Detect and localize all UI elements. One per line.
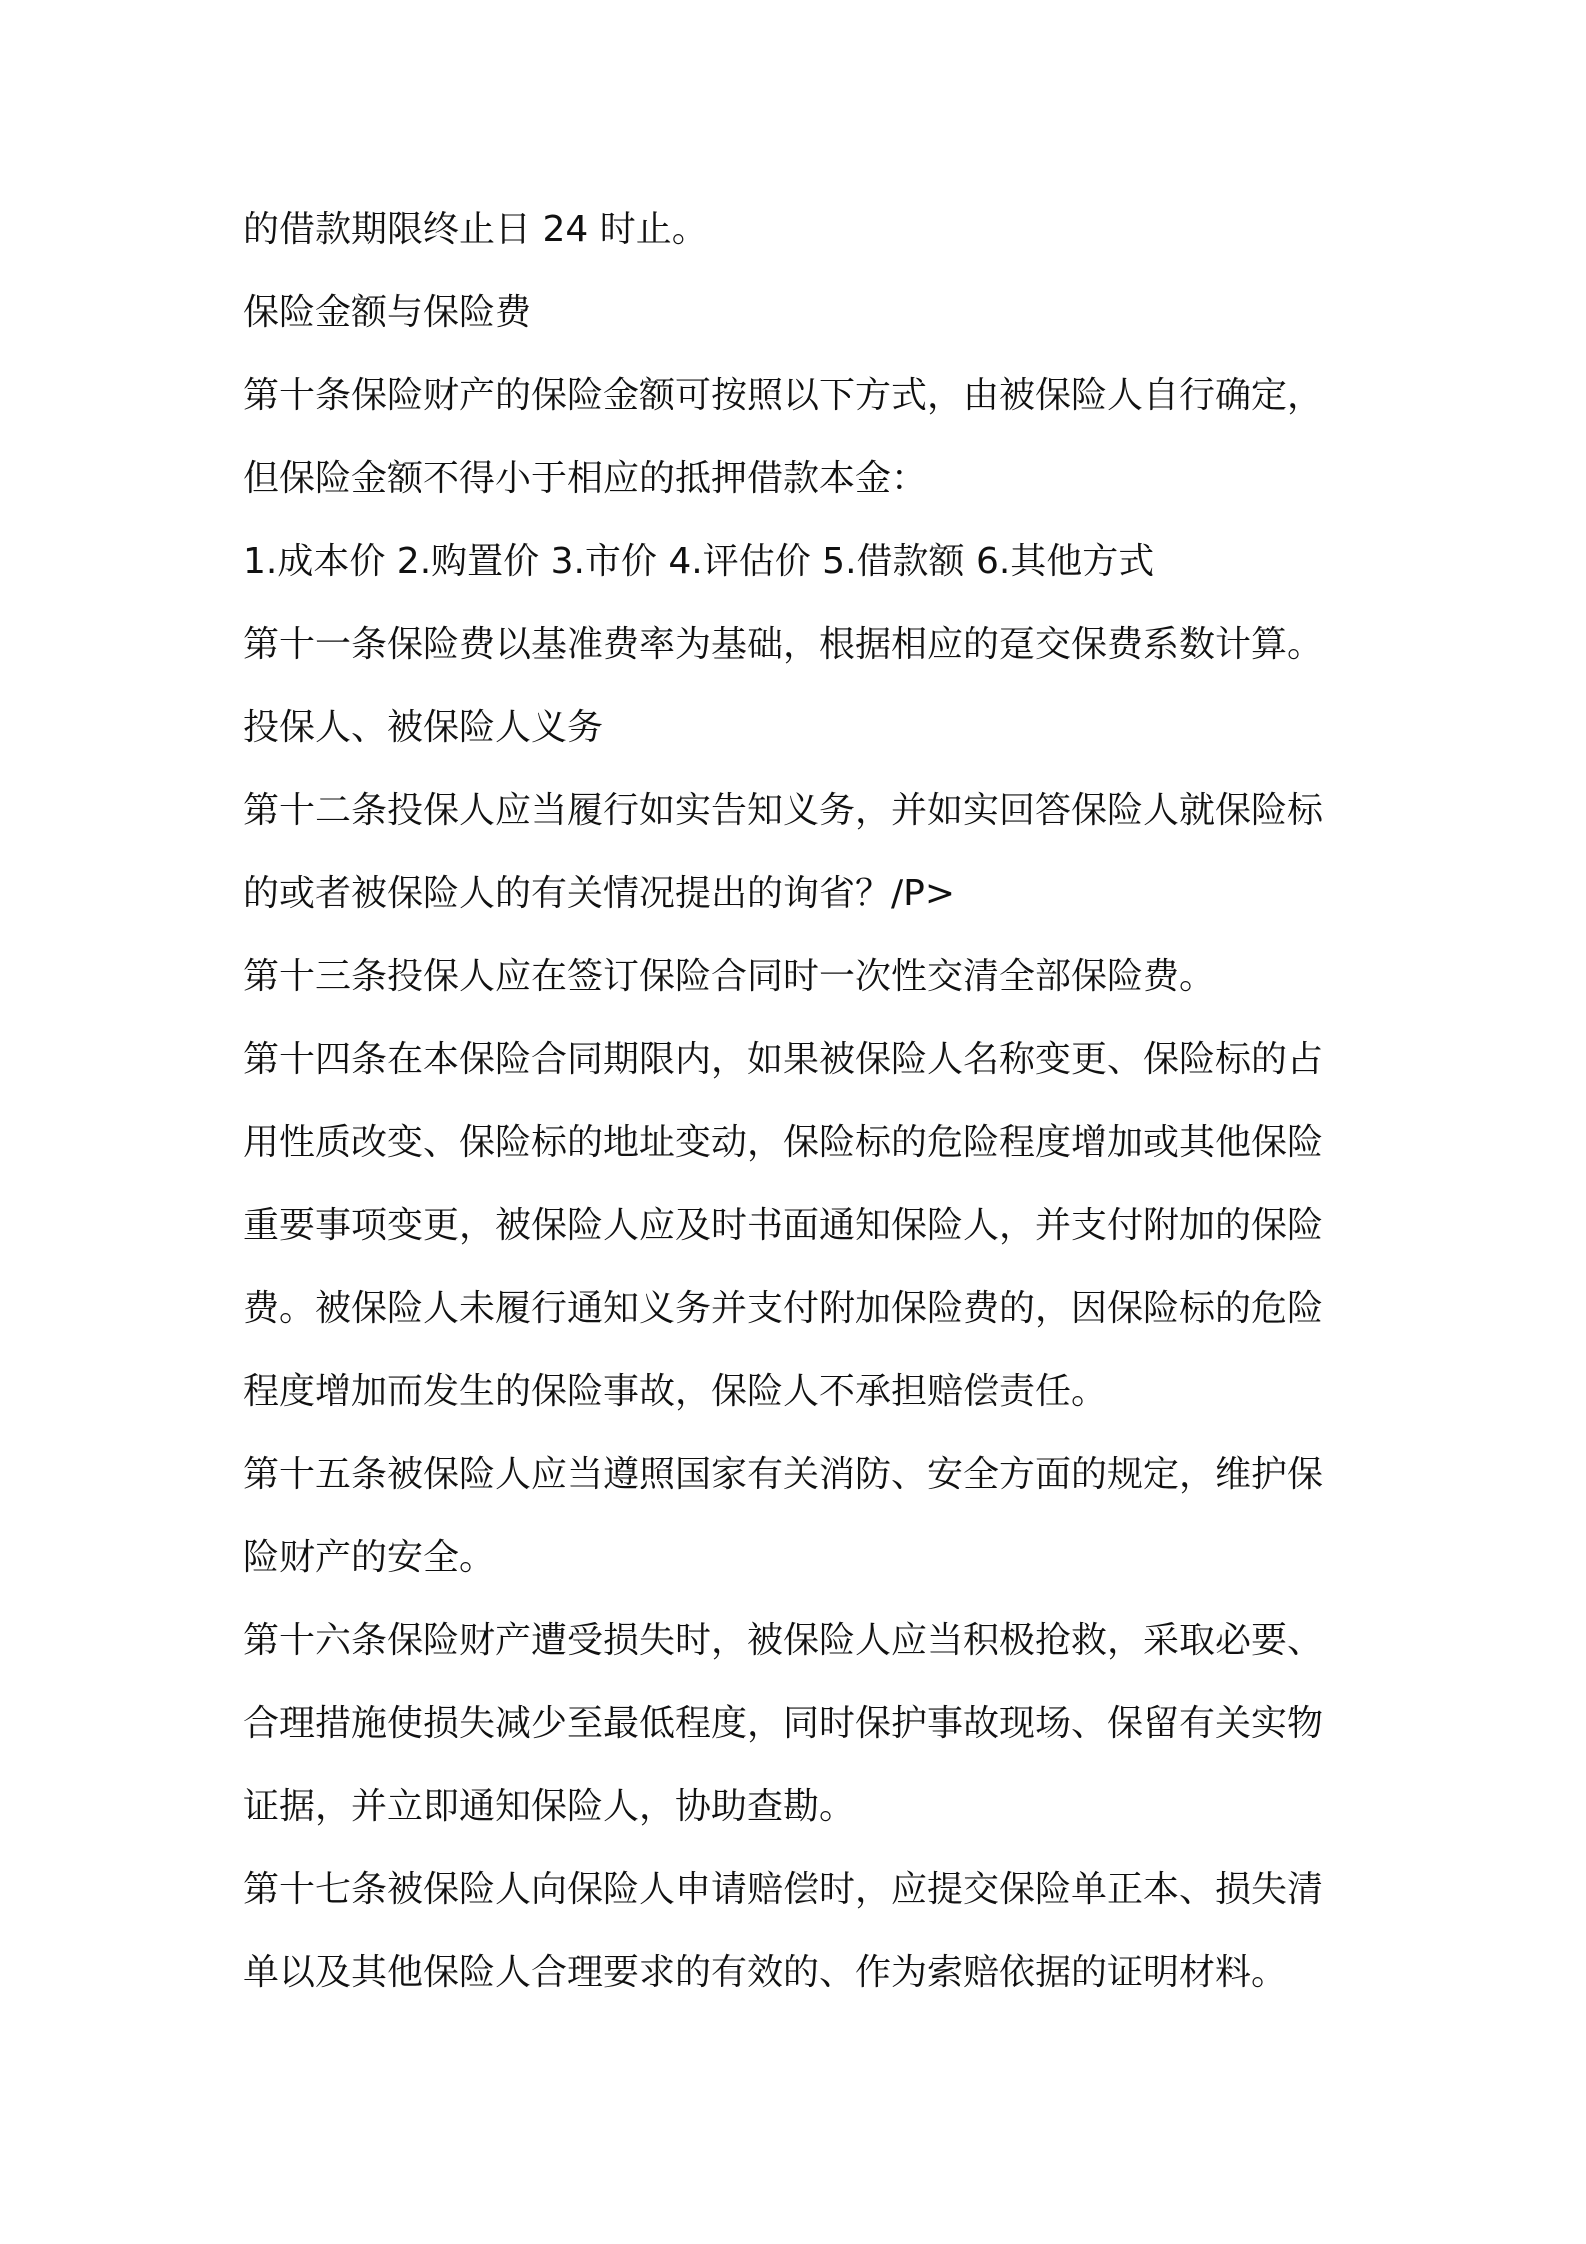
section-heading-insured-amount: 保险金额与保险费 (243, 292, 532, 333)
text-line: 合理措施使损失减少至最低程度，同时保护事故现场、保留有关实物 (243, 1703, 1324, 1744)
text-line: 第十五条被保险人应当遵照国家有关消防、安全方面的规定，维护保 (243, 1454, 1324, 1495)
text-line: 第十一条保险费以基准费率为基础，根据相应的趸交保费系数计算。 (243, 624, 1324, 665)
text-line: 第十二条投保人应当履行如实告知义务，并如实回答保险人就保险标 (243, 790, 1324, 831)
text-line: 的或者被保险人的有关情况提出的询省？/P> (243, 873, 956, 914)
text-line: 第十条保险财产的保险金额可按照以下方式，由被保险人自行确定， (243, 375, 1324, 416)
text-line: 费。被保险人未履行通知义务并支付附加保险费的，因保险标的危险 (243, 1288, 1324, 1329)
text-line: 第十三条投保人应在签订保险合同时一次性交清全部保险费。 (243, 956, 1216, 997)
text-line: 的借款期限终止日 24 时止。 (243, 209, 708, 250)
text-line: 险财产的安全。 (243, 1537, 496, 1578)
text-line: 用性质改变、保险标的地址变动，保险标的危险程度增加或其他保险 (243, 1122, 1324, 1163)
text-line: 1.成本价 2.购置价 3.市价 4.评估价 5.借款额 6.其他方式 (243, 541, 1155, 582)
text-line: 证据，并立即通知保险人，协助查勘。 (243, 1786, 856, 1827)
text-line: 第十七条被保险人向保险人申请赔偿时，应提交保险单正本、损失清 (243, 1869, 1324, 1910)
text-line: 重要事项变更，被保险人应及时书面通知保险人，并支付附加的保险 (243, 1205, 1324, 1246)
section-heading-obligations: 投保人、被保险人义务 (243, 707, 604, 748)
text-line: 但保险金额不得小于相应的抵押借款本金： (243, 458, 928, 499)
text-line: 第十四条在本保险合同期限内，如果被保险人名称变更、保险标的占 (243, 1039, 1324, 1080)
text-line: 程度增加而发生的保险事故，保险人不承担赔偿责任。 (243, 1371, 1108, 1412)
text-line: 单以及其他保险人合理要求的有效的、作为索赔依据的证明材料。 (243, 1952, 1288, 1993)
document-body (243, 188, 1363, 2014)
text-line: 第十六条保险财产遭受损失时，被保险人应当积极抢救，采取必要、 (243, 1620, 1324, 1661)
